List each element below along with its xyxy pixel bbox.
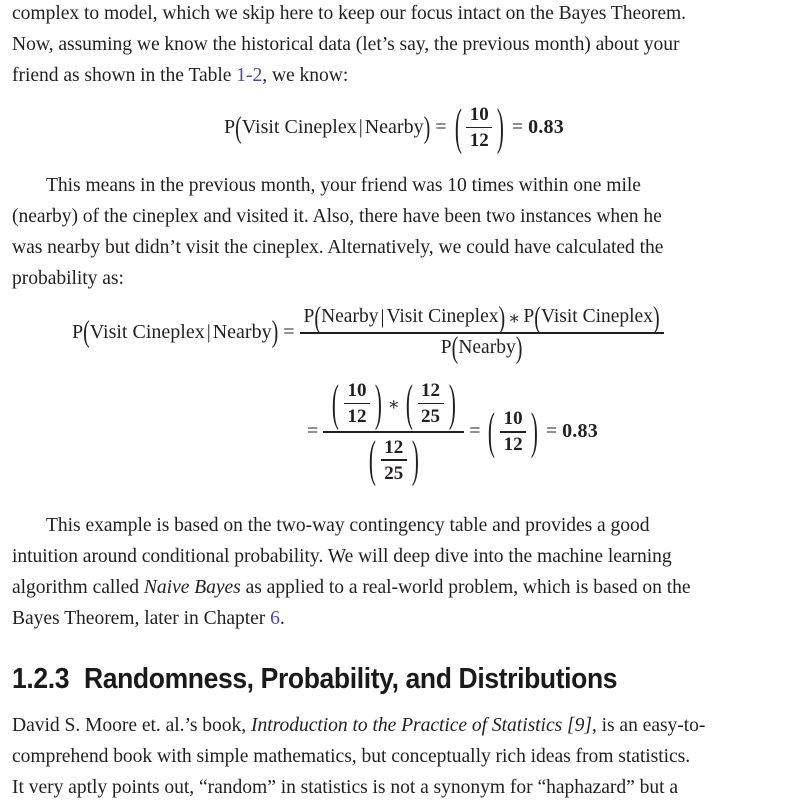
text-line: was nearby but didn’t visit the cineplex. Alternatively, we could have calculated the: [12, 237, 664, 258]
paragraph-3-line-4: [12, 603, 778, 634]
eq3-den-numerator: 12: [384, 436, 404, 458]
text-line: algorithm called: [12, 577, 144, 598]
eq3-result-fraction: [498, 408, 528, 455]
text-line: as applied to a real-world problem, which is based on the: [240, 577, 691, 598]
section-number: 1.2.3: [12, 663, 70, 695]
paragraph-2-line-4: [12, 263, 778, 294]
text-line: intuition around conditional probability. We will deep dive into the machine learning: [12, 546, 672, 567]
text-line: (nearby) of the cineplex and visited it. Also, there have been two instances when he: [12, 206, 662, 227]
eq3-num-left-rule: [344, 403, 370, 405]
eq3-res-numerator: 10: [503, 408, 523, 430]
eq2-num-a-bar: |: [380, 306, 385, 328]
eq3-res-rule: [500, 431, 526, 433]
text-line: complex to model, which we skip here to keep our focus intact on the Bayes Theorem.: [12, 3, 687, 24]
eq2-fraction: [300, 300, 664, 365]
eq3-res-denominator: 12: [503, 434, 523, 456]
eq2-event: Visit Cineplex: [89, 320, 205, 343]
eq3-den-rule: [381, 459, 407, 461]
paragraph-4-line-2: [12, 741, 778, 772]
eq2-given-bar: |: [206, 320, 211, 343]
eq3-num-left-numerator: 10: [347, 380, 367, 401]
eq2-numerator: [300, 300, 664, 335]
eq2-den-open-paren: (: [451, 330, 459, 365]
eq3-denominator: [360, 432, 427, 489]
eq1-given-bar: |: [358, 116, 363, 139]
eq1-condition: Nearby: [364, 116, 424, 139]
eq3-equals-3: =: [545, 420, 558, 443]
eq1-p: P: [224, 116, 236, 139]
equation-3: [302, 375, 598, 489]
eq3-numerator: [323, 375, 464, 432]
eq1-frac-close-paren: ): [497, 99, 505, 156]
paragraph-3-line-3: [12, 572, 778, 603]
eq2-num-a-close-paren: ): [498, 300, 506, 335]
text-line: , we know:: [262, 65, 349, 86]
paragraph-2-line-3: [12, 232, 778, 263]
text-line: comprehend book with simple mathematics, but conceptually rich ideas from statistics.: [12, 746, 691, 767]
chapter-6-link[interactable]: 6: [270, 608, 280, 629]
eq3-main-fraction-rule: [323, 431, 464, 433]
eq2-close-paren: ): [271, 315, 279, 350]
eq3-num-right-close-paren: ): [448, 375, 456, 432]
paragraph-2-line-2: [12, 201, 778, 232]
eq3-num-right-numerator: 12: [421, 380, 441, 401]
text-line: Bayes Theorem, later in Chapter: [12, 608, 271, 629]
eq3-num-right-denominator: 25: [421, 405, 441, 427]
eq3-num-right-fraction: [416, 380, 446, 427]
paragraph-3-line-1: [12, 510, 778, 541]
section-heading: [12, 662, 728, 696]
text-line: It very aptly points out, “random” in statistics is not a synonym for “haphazard” but a: [12, 777, 679, 798]
equation-1: [224, 99, 564, 156]
eq2-num-b-event: Visit Cineplex: [540, 306, 653, 328]
eq2-den-event: Nearby: [458, 336, 516, 358]
text-line: Now, assuming we know the historical data (let’s say, the previous month) about your: [12, 34, 680, 55]
eq1-fraction-rule: [466, 127, 492, 129]
eq3-equals-2: =: [469, 420, 481, 443]
text-line: friend as shown in the Table: [12, 65, 237, 86]
eq2-denominator: [437, 330, 527, 365]
eq2-num-b-open-paren: (: [534, 300, 541, 335]
naive-bayes-emphasis: Naive Bayes: [143, 577, 241, 598]
eq2-den-p: P: [440, 336, 452, 358]
eq2-den-close-paren: ): [515, 330, 523, 365]
eq3-den-close-paren: ): [411, 432, 419, 489]
eq1-open-paren: (: [235, 110, 242, 145]
section-title: Randomness, Probability, and Distributions: [83, 663, 618, 695]
eq1-close-paren: ): [423, 110, 431, 145]
eq2-num-b-close-paren: ): [652, 300, 660, 335]
text-line: This means in the previous month, your friend was 10 times within one mile: [46, 175, 641, 196]
paragraph-3-line-2: [12, 541, 778, 572]
text-line: This example is based on the two-way contingency table and provides a good: [46, 515, 650, 536]
eq3-den-open-paren: (: [368, 432, 376, 489]
eq1-frac-open-paren: (: [454, 99, 462, 156]
eq3-num-left-denominator: 12: [347, 405, 367, 427]
eq2-num-multiply: ∗: [508, 308, 521, 329]
text-line: probability as:: [12, 268, 124, 289]
eq3-num-right-open-paren: (: [405, 375, 413, 432]
paragraph-4-line-1: [12, 710, 778, 741]
eq1-result: 0.83: [528, 116, 564, 139]
text-line: , is an easy-to-: [591, 715, 706, 736]
eq3-complex-fraction: [323, 375, 464, 489]
paragraph-1-line-2: [12, 29, 778, 60]
eq3-num-left-fraction: [342, 380, 372, 427]
eq2-equals: =: [283, 320, 295, 343]
eq1-denominator: 12: [469, 129, 489, 151]
paragraph-1-line-1: [12, 0, 778, 29]
eq1-event: Visit Cineplex: [241, 116, 357, 139]
eq3-result: 0.83: [562, 420, 598, 443]
eq3-num-left-close-paren: ): [374, 375, 382, 432]
eq2-num-a-p: P: [303, 306, 315, 328]
eq3-num-multiply: ∗: [387, 394, 400, 415]
paragraph-1-line-3: [12, 60, 778, 91]
equation-2: [72, 300, 664, 365]
eq3-den-denominator: 25: [384, 462, 404, 484]
eq3-res-open-paren: (: [488, 403, 496, 460]
eq2-num-a-open-paren: (: [314, 300, 322, 335]
table-1-2-link[interactable]: 1-2: [236, 65, 263, 86]
text-line: .: [279, 608, 285, 629]
eq2-p: P: [72, 320, 84, 343]
eq3-equals: =: [307, 420, 319, 443]
eq1-numerator: 10: [469, 104, 489, 125]
paragraph-4-line-3: [12, 772, 778, 803]
eq1-fraction: [464, 104, 494, 151]
eq2-open-paren: (: [83, 315, 90, 350]
eq2-fraction-rule: [300, 332, 664, 334]
eq3-num-left-open-paren: (: [332, 375, 340, 432]
text-line: David S. Moore et. al.’s book,: [12, 715, 251, 736]
eq1-equals-2: =: [511, 116, 524, 139]
eq1-equals: =: [435, 116, 447, 139]
paragraph-2-line-1: [12, 170, 778, 201]
eq3-num-right-rule: [418, 403, 444, 405]
book-title-emphasis: Introduction to the Practice of Statistics [9]: [251, 715, 592, 736]
eq3-res-close-paren: ): [530, 403, 538, 460]
eq2-num-a-event: Nearby: [321, 306, 379, 328]
eq2-num-a-cond: Visit Cineplex: [386, 306, 499, 328]
eq2-num-b-p: P: [523, 306, 535, 328]
eq2-condition: Nearby: [212, 320, 272, 343]
eq3-den-fraction: [379, 437, 409, 484]
